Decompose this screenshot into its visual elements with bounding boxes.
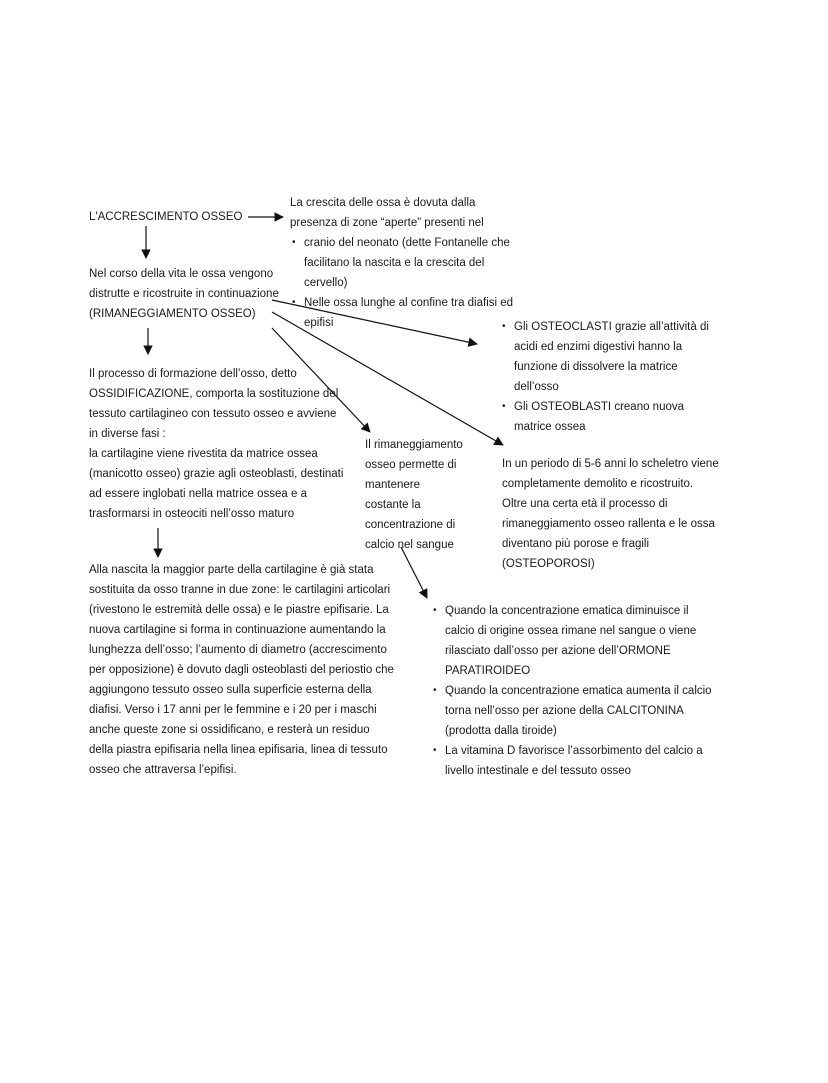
- calcio-box: [365, 435, 465, 555]
- ormoni-bullet: • Quando la concentrazione ematica aumenta il calcio torna nell’osso per azione della CALCITONINA (prodotta dalla tiroide): [431, 681, 721, 741]
- crescita-list: [290, 233, 525, 333]
- scheletro-text: In un periodo di 5-6 anni lo scheletro viene completamente demolito e ricostruito.: [502, 458, 719, 490]
- nascita-text: Alla nascita la maggior parte della cartilagine è già stata sostituita da osso tranne in due zone: le cartilagini articolari (rivestono le estremità delle ossa) e le piastre epifisarie. La nuova cartilagine si forma in continuazione aumentando la lunghezza dell’osso; l’aumento di diametro (accrescimento per opposizione) è dovuto dagli osteoblasti del periostio che aggiungono tessuto osseo sulla superficie esterna della diafisi. Verso i 17 anni per le femmine e i 20 per i maschi anche queste zone si ossidificano, e resterà un residuo della piastra epifisaria nella linea epifisaria, linea di tessuto osseo che attraversa l’epifisi.: [89, 564, 394, 776]
- calcio-text: Il rimaneggiamento osseo permette di mantenere costante la concentrazione di calcio nel sangue: [365, 439, 463, 551]
- diagram-title: L'ACCRESCIMENTO OSSEO: [89, 211, 243, 223]
- osteo-cells-list: [500, 317, 715, 437]
- crescita-intro: La crescita delle ossa è dovuta dalla presenza di zone “aperte” presenti nel: [290, 197, 484, 229]
- nascita-box: [89, 560, 394, 780]
- title-box: [89, 207, 242, 227]
- osteo-cells-bullet: • Gli OSTEOBLASTI creano nuova matrice ossea: [500, 397, 715, 437]
- osteo-cells-box: [500, 317, 715, 437]
- ormoni-bullet: • La vitamina D favorisce l’assorbimento del calcio a livello intestinale e del tessuto osseo: [431, 741, 721, 781]
- crescita-bullet: • cranio del neonato (dette Fontanelle che facilitano la nascita e la crescita del cervello): [290, 233, 525, 293]
- ossificazione-text: la cartilagine viene rivestita da matrice ossea (manicotto osseo) grazie agli osteoblasti, destinati ad essere inglobati nella matrice ossea e a trasformarsi in osteociti nell’osso maturo: [89, 448, 344, 520]
- rimaneggiamento-line: distrutte e ricostruite in continuazione: [89, 288, 279, 300]
- ossificazione-text: Il processo di formazione dell’osso, detto OSSIDIFICAZIONE, comporta la sostituzione del tessuto cartilagineo con tessuto osseo e avviene in diverse fasi :: [89, 368, 339, 440]
- ormoni-box: [431, 601, 721, 781]
- crescita-box: [290, 193, 525, 333]
- crescita-bullet: • Nelle ossa lunghe al confine tra diafisi ed epifisi: [290, 293, 525, 333]
- osteo-cells-bullet: • Gli OSTEOCLASTI grazie all’attività di acidi ed enzimi digestivi hanno la funzione di dissolvere la matrice dell’osso: [500, 317, 715, 397]
- scheletro-box: [502, 454, 742, 574]
- ormoni-list: [431, 601, 721, 781]
- ossificazione-box: [89, 364, 347, 524]
- rimaneggiamento-line: (RIMANEGGIAMENTO OSSEO): [89, 308, 256, 320]
- scheletro-text: Oltre una certa età il processo di rimaneggiamento osseo rallenta e le ossa diventano più porose e fragili (OSTEOPOROSI): [502, 498, 715, 570]
- rimaneggiamento-line: Nel corso della vita le ossa vengono: [89, 268, 274, 280]
- rimaneggiamento-box: [89, 264, 289, 324]
- ormoni-bullet: • Quando la concentrazione ematica diminuisce il calcio di origine ossea rimane nel sangue o viene rilasciato dall’osso per azione dell’ORMONE PARATIROIDEO: [431, 601, 721, 681]
